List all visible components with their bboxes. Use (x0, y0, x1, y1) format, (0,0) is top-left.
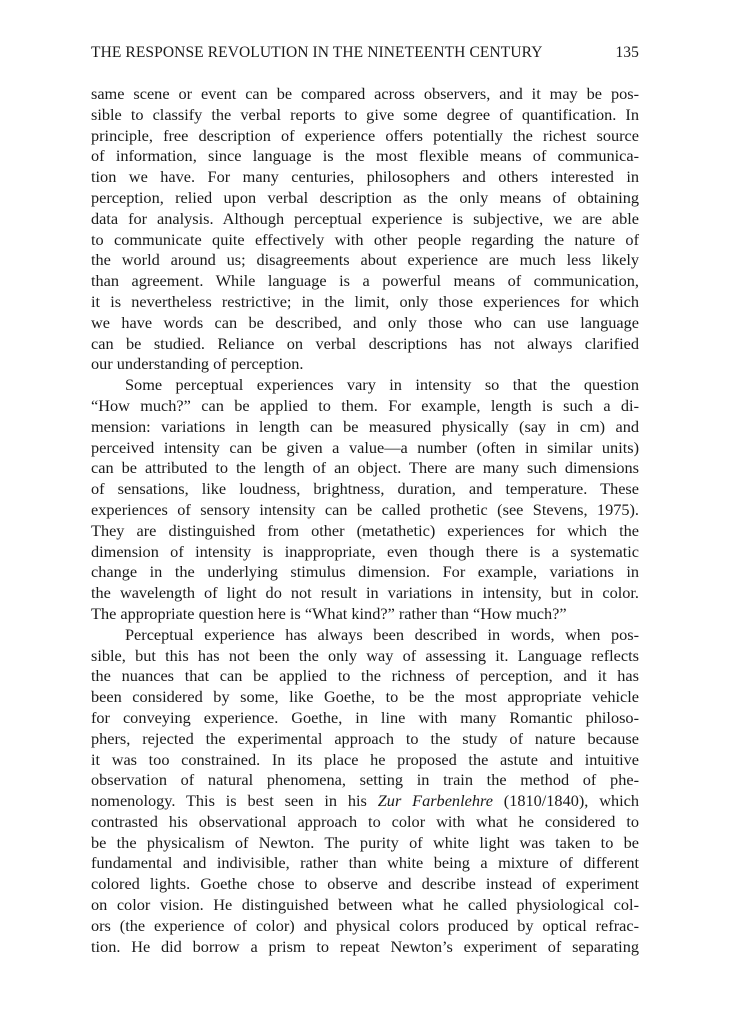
text-line: can be attributed to the length of an object. There are many such dimensions (91, 458, 639, 478)
text-line: it was too constrained. In its place he proposed the astute and intuitive (91, 749, 639, 769)
text-line: perception, relied upon verbal description as the only means of obtaining (91, 187, 639, 207)
text-line: ors (the experience of color) and physical colors produced by optical refrac- (91, 915, 639, 935)
text-line: Perceptual experience has always been described in words, when pos- (125, 624, 639, 644)
text-line: sible, but this has not been the only way of assessing it. Language reflects (91, 645, 639, 665)
text-line: Some perceptual experiences vary in intensity so that the question (125, 375, 639, 395)
paragraph-2 (91, 375, 639, 625)
text-line: same scene or event can be compared across observers, and it may be pos- (91, 84, 639, 103)
text-line: “How much?” can be applied to them. For example, length is such a di- (91, 395, 639, 415)
text-line: change in the underlying stimulus dimension. For example, variations in (91, 562, 639, 582)
text-line: mension: variations in length can be measured physically (say in cm) and (91, 416, 639, 436)
text-line: fundamental and indivisible, rather than white being a mixture of different (91, 853, 639, 873)
text-line: dimension of intensity is inappropriate, even though there is a systematic (91, 541, 639, 561)
text-line: of sensations, like loudness, brightness, duration, and temperature. These (91, 479, 639, 499)
text-line: of information, since language is the most flexible means of communica- (91, 146, 639, 166)
text-line: They are distinguished from other (metathetic) experiences for which the (91, 520, 639, 540)
text-line: data for analysis. Although perceptual experience is subjective, we are able (91, 208, 639, 228)
text-line: it is nevertheless restrictive; in the limit, only those experiences for which (91, 291, 639, 311)
text-line: observation of natural phenomena, setting in train the method of phe- (91, 770, 639, 790)
text-line-with-title (91, 791, 639, 812)
text-line: perceived intensity can be given a value—a number (often in similar units) (91, 437, 639, 457)
text-line: experiences of sensory intensity can be called prothetic (see Stevens, 1975). (91, 499, 639, 519)
body-text (91, 84, 639, 957)
text-line: for conveying experience. Goethe, in line with many Romantic philoso- (91, 707, 639, 727)
text-line: phers, rejected the experimental approach to the study of nature because (91, 728, 639, 748)
paragraph-3 (91, 625, 639, 958)
running-head (91, 44, 639, 66)
paragraph-1 (91, 84, 639, 375)
text-line-end: (1810/1840), which (492, 791, 639, 811)
text-line-start: nomenology. This is best seen in his (91, 791, 378, 811)
text-line: the nuances that can be applied to the richness of perception, and it has (91, 666, 639, 686)
text-line: on color vision. He distinguished between what he called physiological col- (91, 895, 639, 915)
text-line: the wavelength of light do not result in variations in intensity, but in color. (91, 583, 639, 603)
text-line: tion we have. For many centuries, philosophers and others interested in (91, 167, 639, 187)
text-line: we have words can be described, and only those who can use language (91, 312, 639, 332)
text-line: been considered by some, like Goethe, to be the most appropriate vehicle (91, 687, 639, 707)
text-line: principle, free description of experience offers potentially the richest source (91, 125, 639, 145)
text-line: than agreement. While language is a powerful means of communication, (91, 271, 639, 291)
text-line: can be studied. Reliance on verbal descriptions has not always clarified (91, 333, 639, 353)
text-line: contrasted his observational approach to color with what he considered to (91, 811, 639, 831)
text-line: our understanding of perception. (91, 354, 304, 374)
text-line: tion. He did borrow a prism to repeat Newton’s experiment of separating (91, 936, 639, 956)
text-line: sible to classify the verbal reports to give some degree of quantification. In (91, 104, 639, 124)
text-line: to communicate quite effectively with other people regarding the nature of (91, 229, 639, 249)
text-line: the world around us; disagreements about experience are much less likely (91, 250, 639, 270)
page-number: 135 (615, 44, 639, 61)
running-head-title: THE RESPONSE REVOLUTION IN THE NINETEENTH CENTURY (91, 44, 543, 61)
book-title: Zur Farbenlehre (377, 791, 493, 811)
text-line: The appropriate question here is “What kind?” rather than “How much?” (91, 603, 567, 623)
text-line: colored lights. Goethe chose to observe and describe instead of experiment (91, 874, 639, 894)
text-line: be the physicalism of Newton. The purity of white light was taken to be (91, 832, 639, 852)
